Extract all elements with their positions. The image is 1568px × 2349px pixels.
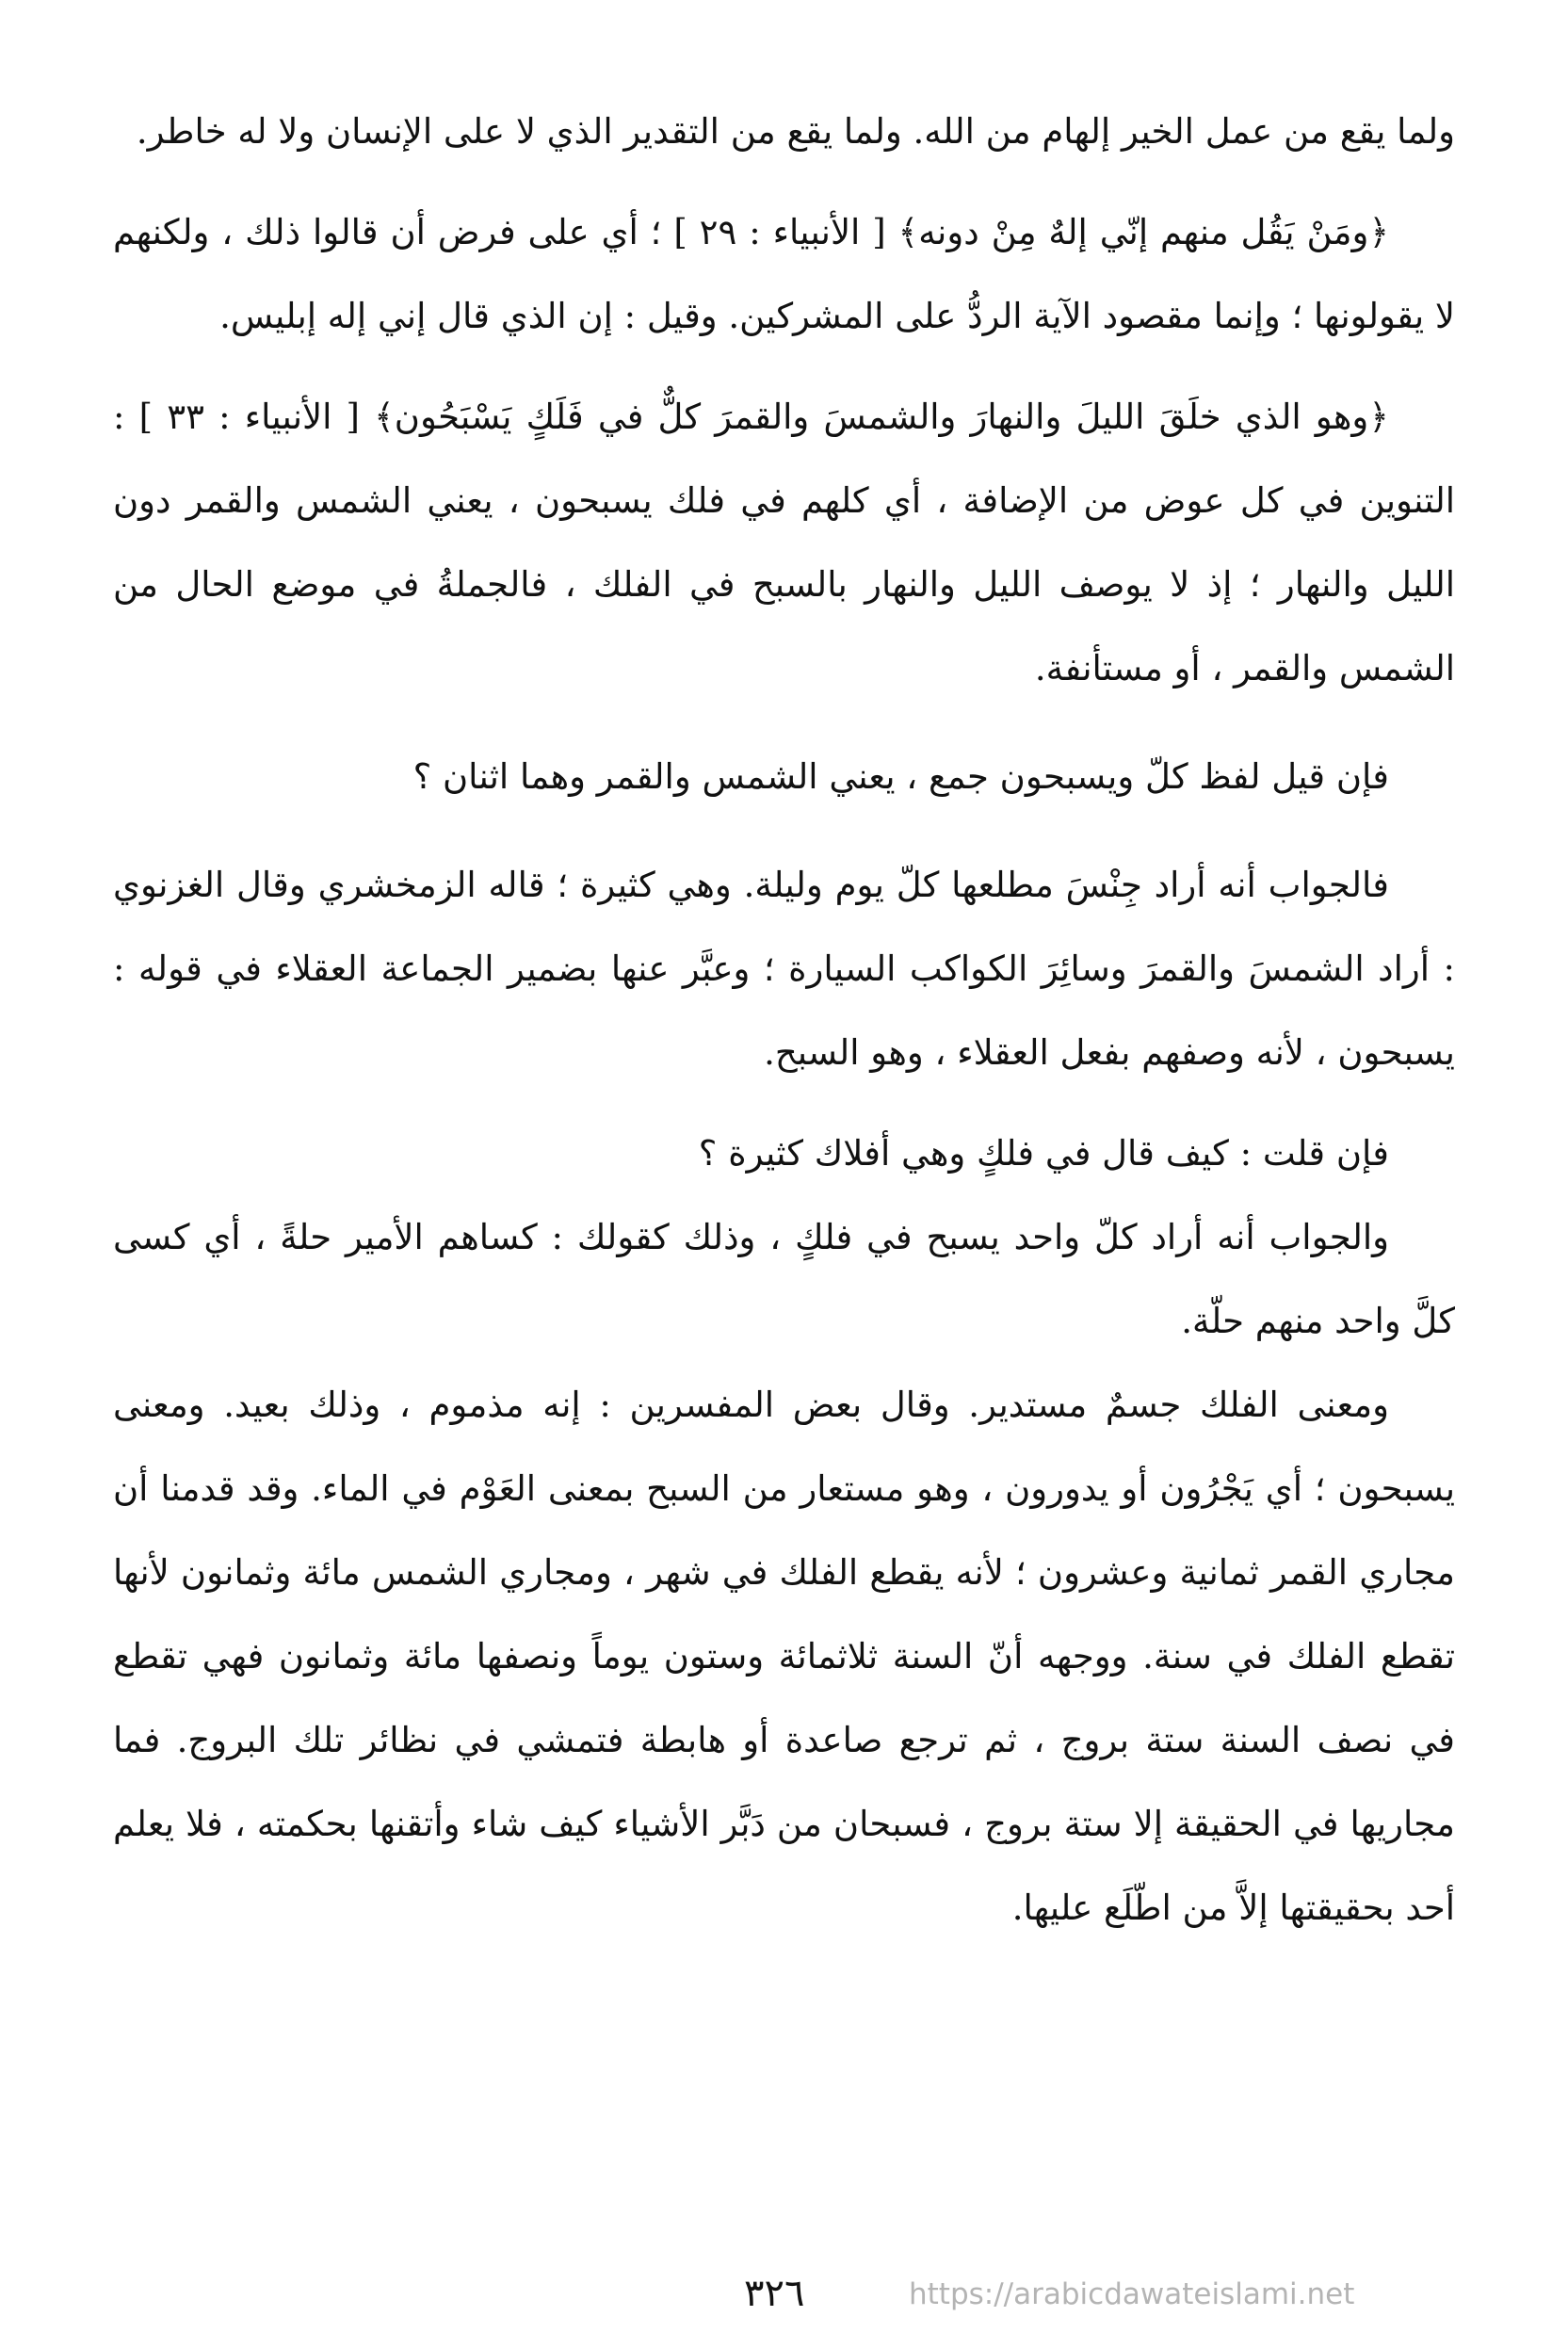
paragraph-1: ولما يقع من عمل الخير إلهام من الله. ولما يقع من التقدير الذي لا على الإنسان ولا له خاطر. [136, 111, 1455, 152]
paragraph-3: ﴿وهو الذي خلَقَ الليلَ والنهارَ والشمسَ والقمرَ كلٌّ في فَلَكٍ يَسْبَحُون﴾ [ الأنبياء : ٣٣ ] : التنوين في كل عوض من الإضافة ، أي كلهم في فلك يسبحون ، يعني الشمس والقمر دون الليل والنهار ؛ إذ لا يوصف الليل والنهار بالسبح في الفلك ، فالجملةُ في موضع الحال من الشمس والقمر ، أو مستأنفة. [113, 397, 1455, 688]
paragraph-4: فإن قيل لفظ كلّ ويسبحون جمع ، يعني الشمس والقمر وهما اثنان ؟ [412, 756, 1389, 797]
page-footer [0, 2265, 1568, 2322]
paragraph-8: ومعنى الفلك جسمٌ مستدير. وقال بعض المفسرين : إنه مذموم ، وذلك بعيد. ومعنى يسبحون ؛ أي يَجْرُون أو يدورون ، وهو مستعار من السبح بمعنى العَوْم في الماء. وقد قدمنا أن مجاري القمر ثمانية وعشرون ؛ لأنه يقطع الفلك في شهر ، ومجاري الشمس مائة وثمانون لأنها تقطع الفلك في سنة. ووجهه أنّ السنة ثلاثمائة وستون يوماً ونصفها مائة وثمانون فهي تقطع في نصف السنة ستة بروج ، ثم ترجع صاعدة أو هابطة فتمشي في نظائر تلك البروج. فما مجاريها في الحقيقة إلا ستة بروج ، فسبحان من دَبَّر الأشياء كيف شاء وأتقنها بحكمته ، فلا يعلم أحد بحقيقتها إلاَّ من اطّلَع عليها. [113, 1385, 1455, 1928]
paragraph-5: فالجواب أنه أراد جِنْسَ مطلعها كلّ يوم وليلة. وهي كثيرة ؛ قاله الزمخشري وقال الغزنوي : أراد الشمسَ والقمرَ وسائِرَ الكواكب السيارة ؛ وعبَّر عنها بضمير الجماعة العقلاء في قوله : يسبحون ، لأنه وصفهم بفعل العقلاء ، وهو السبح. [113, 865, 1455, 1073]
body-text [113, 89, 1455, 1950]
page-number: ٣٢٦ [744, 2272, 805, 2315]
website-watermark: https://arabicdawateislami.net [909, 2277, 1355, 2311]
paragraph-2: ﴿ومَنْ يَقُل منهم إنّي إلهٌ مِنْ دونه﴾ [ الأنبياء : ٢٩ ] ؛ أي على فرض أن قالوا ذلك ، ولكنهم لا يقولونها ؛ وإنما مقصود الآية الردُّ على المشركين. وقيل : إن الذي قال إني إله إبليس. [113, 212, 1455, 336]
paragraph-6: فإن قلت : كيف قال في فلكٍ وهي أفلاك كثيرة ؟ [698, 1133, 1389, 1174]
paragraph-7: والجواب أنه أراد كلّ واحد يسبح في فلكٍ ، وذلك كقولك : كساهم الأمير حلةً ، أي كسى كلَّ واحد منهم حلّة. [113, 1217, 1455, 1341]
